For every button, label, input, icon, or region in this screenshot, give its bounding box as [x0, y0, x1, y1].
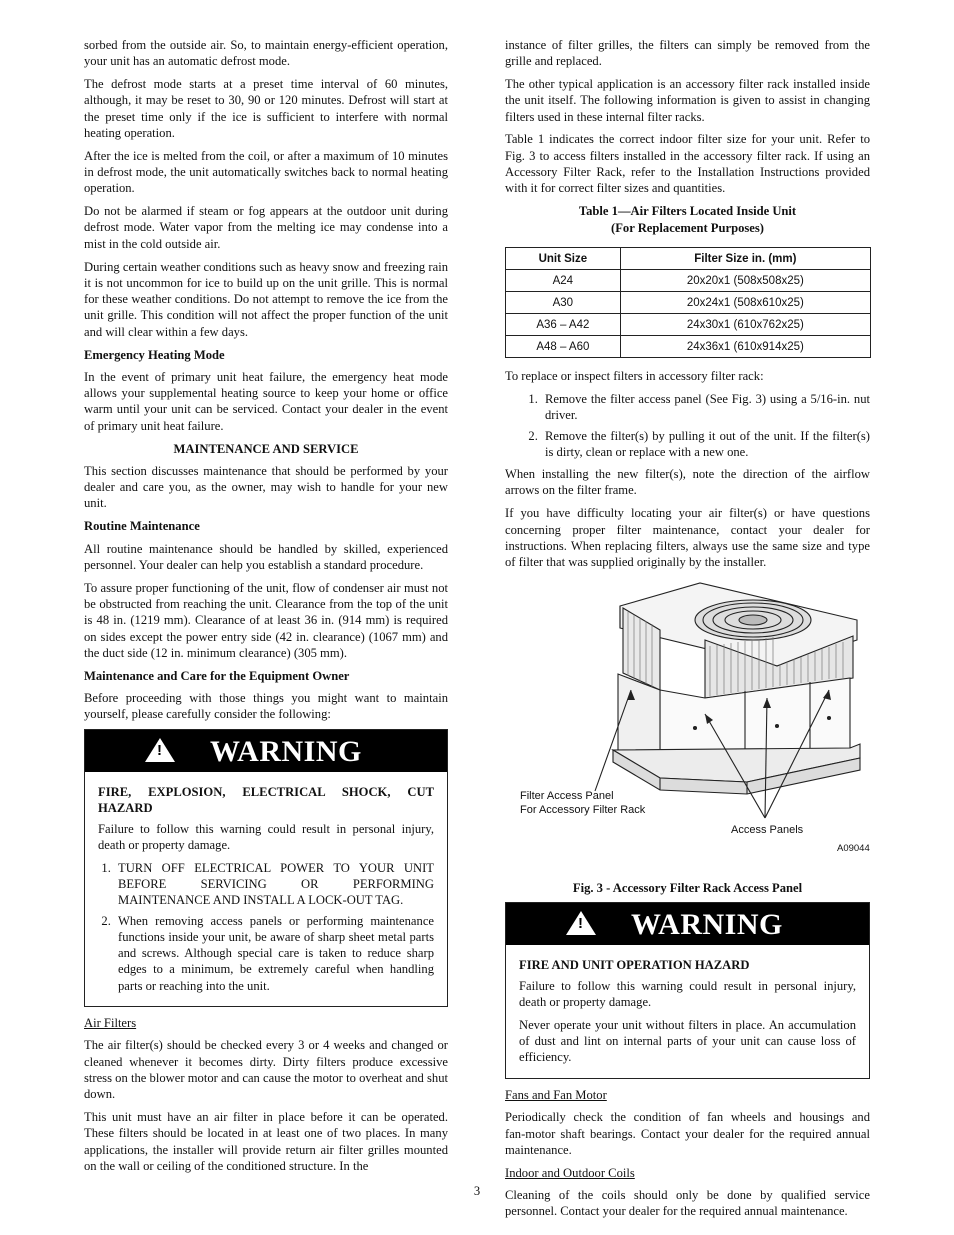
- paragraph: This unit must have an air filter in place before it can be operated. These filters should be located in at least one of two places. In many applications, the installer will provide return air filter grilles mounted on the wall or ceiling of the conditioned structure. In the: [84, 1110, 448, 1173]
- table-cell: 24x30x1 (610x762x25): [620, 314, 870, 336]
- table-cell: A36 – A42: [506, 314, 621, 336]
- heading-maintenance-care: Maintenance and Care for the Equipment Owner: [84, 668, 350, 683]
- column-header: Filter Size in. (mm): [620, 248, 870, 270]
- table-row: [506, 336, 871, 358]
- table-cell: A30: [506, 292, 621, 314]
- figure-code: A09044: [837, 843, 870, 854]
- table-row: [506, 270, 871, 292]
- paragraph: Before proceeding with those things you might want to maintain yourself, please carefully consider the following:: [84, 690, 448, 722]
- warning-triangle-icon: !: [145, 738, 175, 762]
- figure-accessory-filter-rack: [515, 578, 872, 856]
- table-cell: 20x24x1 (508x610x25): [620, 292, 870, 314]
- paragraph: Cleaning of the coils should only be done by qualified service personnel. Contact your dealer for the required annual maintenance.: [505, 1188, 870, 1219]
- warning-header: [85, 730, 447, 772]
- left-column: [84, 37, 448, 1181]
- warning-word: WARNING: [210, 734, 362, 768]
- heading-emergency-heating: Emergency Heating Mode: [84, 347, 225, 362]
- paragraph: The other typical application is an accessory filter rack installed inside the unit itself. The following information is given to assist in changing filters used in these internal filter racks.: [505, 77, 870, 124]
- table-cell: A24: [506, 270, 621, 292]
- warning-title: FIRE, EXPLOSION, ELECTRICAL SHOCK, CUT HAZARD: [98, 784, 434, 816]
- heading-maintenance-service: MAINTENANCE AND SERVICE: [173, 441, 359, 456]
- procedure-steps: [505, 391, 870, 460]
- table-row: [506, 314, 871, 336]
- table-title-line: (For Replacement Purposes): [611, 221, 764, 236]
- column-header: Unit Size: [506, 248, 621, 270]
- paragraph: To assure proper functioning of the unit, flow of condenser air must not be obstructed from reaching the unit. Clearance from the top of the unit is 48 in. (1219 mm). Clearance of at least 36 in. (914 mm) is required on sides except the power entry side (42 in. clearance) (1067 mm) and the duct side (12 in. minimum clearance) (305 mm).: [84, 580, 448, 660]
- paragraph: If you have difficulty locating your air filter(s) or have questions concerning proper filter maintenance, contact your dealer for instructions. When replacing filters, always use the same size and type of filter that was supplied originally by the installer.: [505, 506, 870, 570]
- warning-list: [98, 860, 434, 994]
- paragraph: In the event of primary unit heat failure, the emergency heat mode allows your supplemental heating source to keep your home or office warm until your unit can be serviced. Contact your dealer in the event of primary unit heat failure.: [84, 369, 448, 433]
- table-cell: 20x20x1 (508x508x25): [620, 270, 870, 292]
- table-title: [505, 203, 870, 237]
- heading-fans: Fans and Fan Motor: [505, 1088, 607, 1103]
- table-row: [506, 292, 871, 314]
- warning-body: [506, 945, 869, 1078]
- warning-triangle-icon: !: [566, 911, 596, 935]
- paragraph: The defrost mode starts at a preset time interval of 60 minutes, although, it may be reset to 30, 90 or 120 minutes. Defrost will start at the preset time only if the ice is sufficient to interfere with normal heating operation.: [84, 77, 448, 140]
- heading-air-filters: Air Filters: [84, 1016, 137, 1031]
- paragraph: Periodically check the condition of fan wheels and housings and fan‑motor shaft bearings. Contact your dealer for the required annual maintenance.: [505, 1110, 870, 1157]
- paragraph: This section discusses maintenance that should be performed by your dealer and care you, as the owner, may wish to handle for your new unit.: [84, 463, 448, 511]
- paragraph: instance of filter grilles, the filters can simply be removed from the grille and replaced.: [505, 38, 870, 69]
- procedure-step: 1. Remove the filter access panel (See Fig. 3) using a 5/16‑in. nut driver.: [541, 391, 870, 424]
- warning-word: WARNING: [631, 908, 783, 942]
- warning-box-electrical: [84, 729, 448, 1007]
- paragraph: Table 1 indicates the correct indoor filter size for your unit. Refer to Fig. 3 to access filters installed in the accessory filter rack. If using an Accessory Filter Rack, refer to the Installation Instructions provided with it for correct filter sizes and quantities.: [505, 132, 870, 196]
- warning-title: FIRE AND UNIT OPERATION HAZARD: [519, 958, 750, 973]
- table-header-row: [506, 248, 871, 270]
- warning-box-operation: [505, 902, 870, 1079]
- warning-list-item: 1. TURN OFF ELECTRICAL POWER TO YOUR UNIT BEFORE SERVICING OR PERFORMING MAINTENANCE AND INSTALL A LOCK‑OUT TAG.: [114, 860, 434, 909]
- table-cell: 24x36x1 (610x914x25): [620, 336, 870, 358]
- label-access-panels: Access Panels: [731, 824, 804, 836]
- warning-text: Failure to follow this warning could result in personal injury, death or property damage.: [98, 821, 434, 852]
- table-cell: A48 – A60: [506, 336, 621, 358]
- figure-caption: Fig. 3 ‑ Accessory Filter Rack Access Panel: [572, 880, 803, 895]
- heading-routine-maintenance: Routine Maintenance: [84, 519, 200, 534]
- paragraph: When installing the new filter(s), note the direction of the airflow arrows on the filter frame.: [505, 467, 870, 498]
- paragraph: To replace or inspect filters in accessory filter rack:: [505, 369, 764, 384]
- page-number: 3: [473, 1184, 481, 1198]
- paragraph: All routine maintenance should be handled by skilled, experienced personnel. Your dealer can help you establish a standard procedure.: [84, 541, 448, 572]
- paragraph: Do not be alarmed if steam or fog appears at the outdoor unit during defrost mode. Water vapor from the melting ice may condense into a mist in the cold outside air.: [84, 204, 448, 251]
- filter-size-table: [505, 247, 871, 358]
- warning-body: [85, 772, 447, 1006]
- paragraph: sorbed from the outside air. So, to maintain energy‑efficient operation, your unit has an automatic defrost mode.: [84, 38, 448, 69]
- label-accessory-filter-rack: For Accessory Filter Rack: [520, 804, 646, 816]
- paragraph: After the ice is melted from the coil, or after a maximum of 10 minutes in defrost mode, the unit automatically switches back to normal heating operation.: [84, 148, 448, 196]
- table-title-line: Table 1—Air Filters Located Inside Unit: [578, 204, 797, 219]
- heading-coils: Indoor and Outdoor Coils: [505, 1165, 635, 1180]
- warning-header: [506, 903, 869, 945]
- warning-text: Never operate your unit without filters in place. An accumulation of dust and lint on internal parts of your unit can cause loss of efficiency.: [519, 1017, 856, 1065]
- paragraph: During certain weather conditions such as heavy snow and freezing rain it is not uncommon for ice to build up on the unit grille. This is normal for these weather conditions. Do not attempt to remove the ice from the unit grille. This condition will not affect the proper function of the unit and will clear within a few days.: [84, 259, 448, 339]
- warning-text: Failure to follow this warning could result in personal injury, death or property damage.: [519, 978, 856, 1009]
- label-filter-access-panel: Filter Access Panel: [520, 790, 614, 802]
- procedure-step: 2. Remove the filter(s) by pulling it out of the unit. If the filter(s) is dirty, clean or replace with a new one.: [541, 428, 870, 461]
- warning-list-item: 2. When removing access panels or performing maintenance functions inside your unit, be aware of sharp sheet metal parts and screws. Although special care is taken to reduce sharp edges to a minimum, be extremely careful when handling parts or reaching into the unit.: [114, 913, 434, 994]
- paragraph: The air filter(s) should be checked every 3 or 4 weeks and changed or cleaned whenever it becomes dirty. Dirty filters produce excessive stress on the blower motor and can cause the motor to overheat and shut down.: [84, 1038, 448, 1102]
